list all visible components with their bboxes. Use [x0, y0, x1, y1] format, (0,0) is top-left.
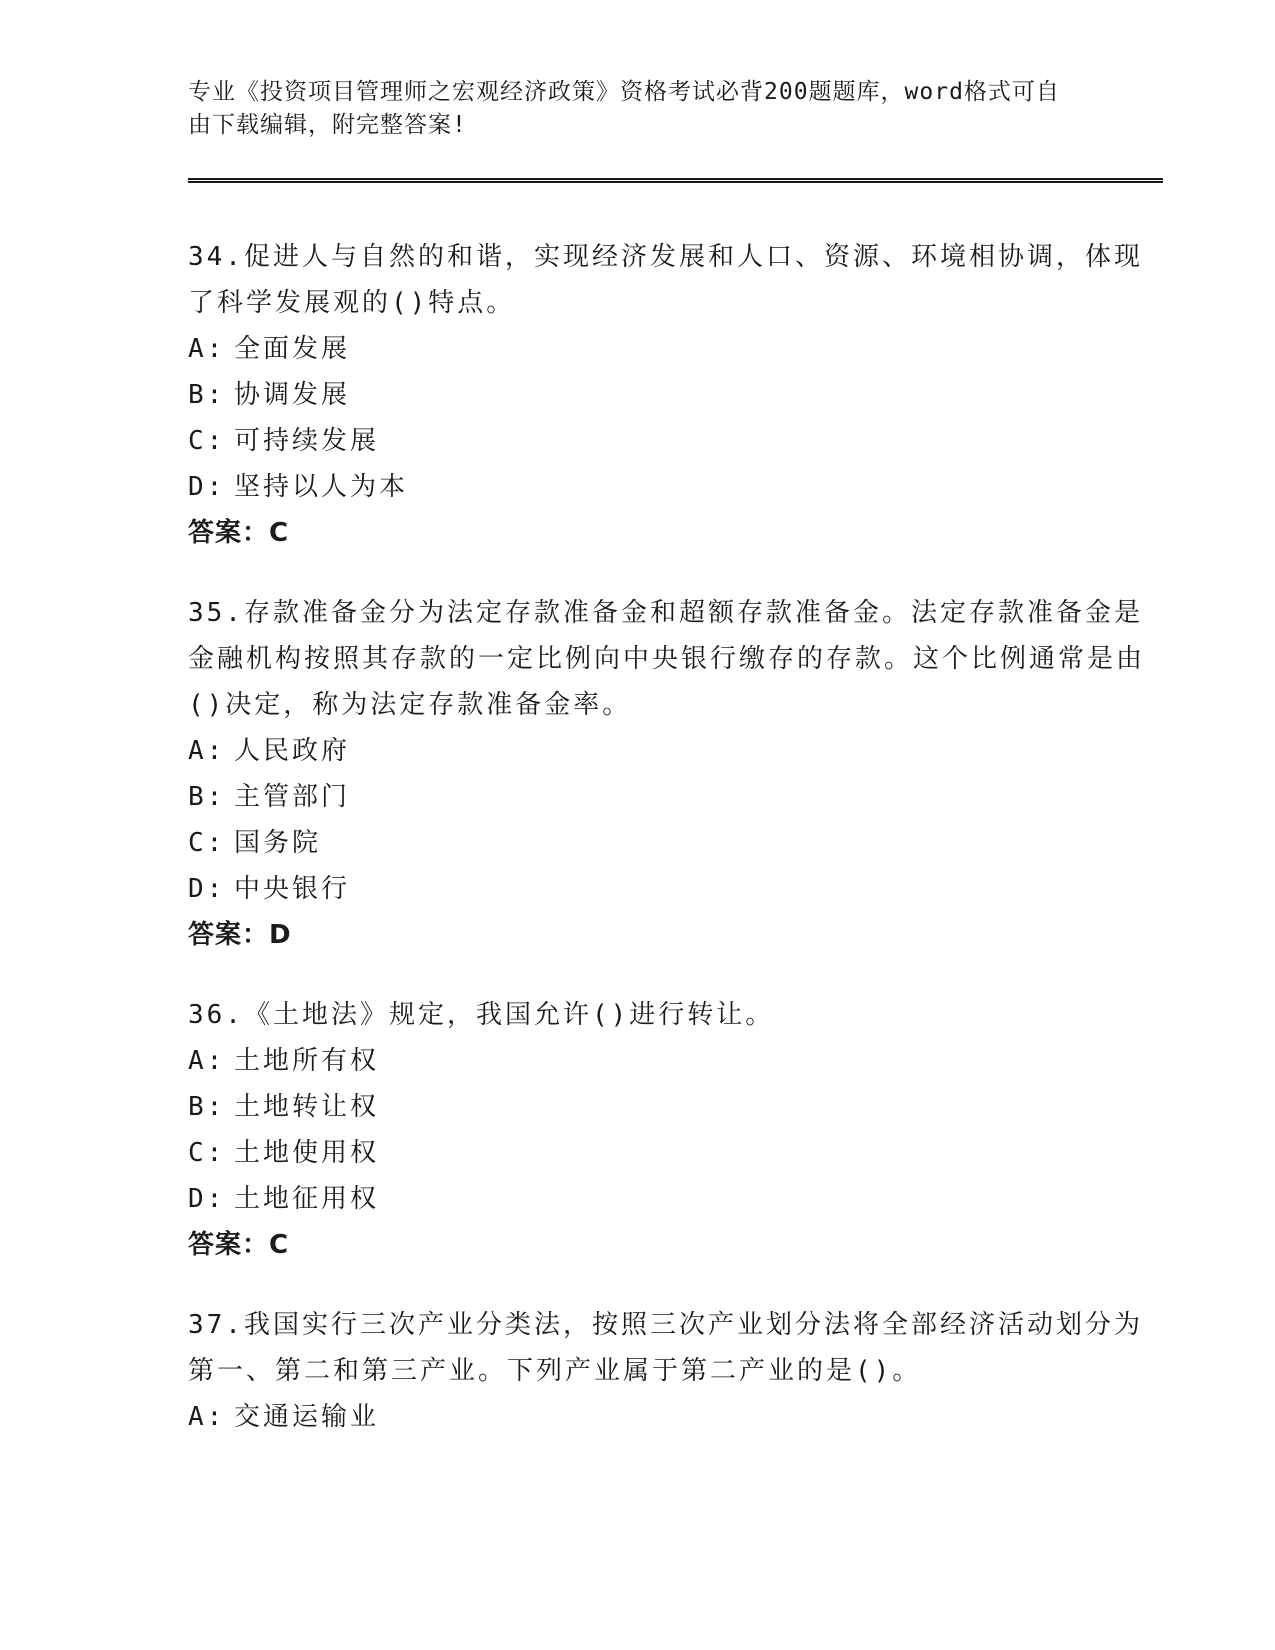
option-key: D: [188, 472, 226, 502]
option-c [188, 1130, 1148, 1176]
option-c [188, 820, 1148, 866]
answer-line: 答案：D [188, 920, 292, 950]
question-item [188, 234, 1148, 556]
question-item [188, 1302, 1148, 1440]
header-divider [188, 178, 1163, 183]
option-d [188, 464, 1148, 510]
option-text: 交通运输业 [234, 1402, 380, 1432]
option-text: 国务院 [234, 828, 322, 858]
question-stem: 35.存款准备金分为法定存款准备金和超额存款准备金。法定存款准备金是金融机构按照其存款的一定比例向中央银行缴存的存款。这个比例通常是由()决定，称为法定存款准备金率。 [188, 598, 1146, 720]
option-b [188, 774, 1148, 820]
option-key: C: [188, 426, 226, 456]
option-key: B: [188, 782, 226, 812]
option-a [188, 1394, 1148, 1440]
option-text: 人民政府 [234, 736, 351, 766]
option-text: 可持续发展 [234, 426, 380, 456]
question-item [188, 590, 1148, 958]
option-key: D: [188, 874, 226, 904]
option-a [188, 728, 1148, 774]
option-text: 土地使用权 [234, 1138, 380, 1168]
option-a [188, 1038, 1148, 1084]
question-stem: 37.我国实行三次产业分类法，按照三次产业划分法将全部经济活动划分为第一、第二和第三产业。下列产业属于第二产业的是()。 [188, 1310, 1143, 1386]
option-key: A: [188, 1402, 226, 1432]
option-text: 土地转让权 [234, 1092, 380, 1122]
option-key: A: [188, 1046, 226, 1076]
question-stem: 34.促进人与自然的和谐，实现经济发展和人口、资源、环境相协调，体现了科学发展观的()特点。 [188, 242, 1143, 318]
option-text: 协调发展 [234, 380, 351, 410]
option-text: 土地所有权 [234, 1046, 380, 1076]
question-item [188, 992, 1148, 1268]
option-c [188, 418, 1148, 464]
option-key: B: [188, 1092, 226, 1122]
option-b [188, 372, 1148, 418]
option-d [188, 1176, 1148, 1222]
option-key: B: [188, 380, 226, 410]
question-stem: 36.《土地法》规定，我国允许()进行转让。 [188, 1000, 775, 1030]
option-key: C: [188, 828, 226, 858]
option-key: A: [188, 736, 226, 766]
option-text: 土地征用权 [234, 1184, 380, 1214]
option-key: C: [188, 1138, 226, 1168]
option-key: A: [188, 334, 226, 364]
option-key: D: [188, 1184, 226, 1214]
option-b [188, 1084, 1148, 1130]
option-text: 主管部门 [234, 782, 351, 812]
answer-line: 答案：C [188, 1230, 290, 1260]
option-d [188, 866, 1148, 912]
option-a [188, 326, 1148, 372]
option-text: 坚持以人为本 [234, 472, 409, 502]
answer-line: 答案：C [188, 518, 290, 548]
question-list [188, 234, 1148, 1474]
option-text: 中央银行 [234, 874, 351, 904]
option-text: 全面发展 [234, 334, 351, 364]
document-header-title: 专业《投资项目管理师之宏观经济政策》资格考试必背200题题库，word格式可自由下载编辑，附完整答案! [188, 79, 1060, 138]
